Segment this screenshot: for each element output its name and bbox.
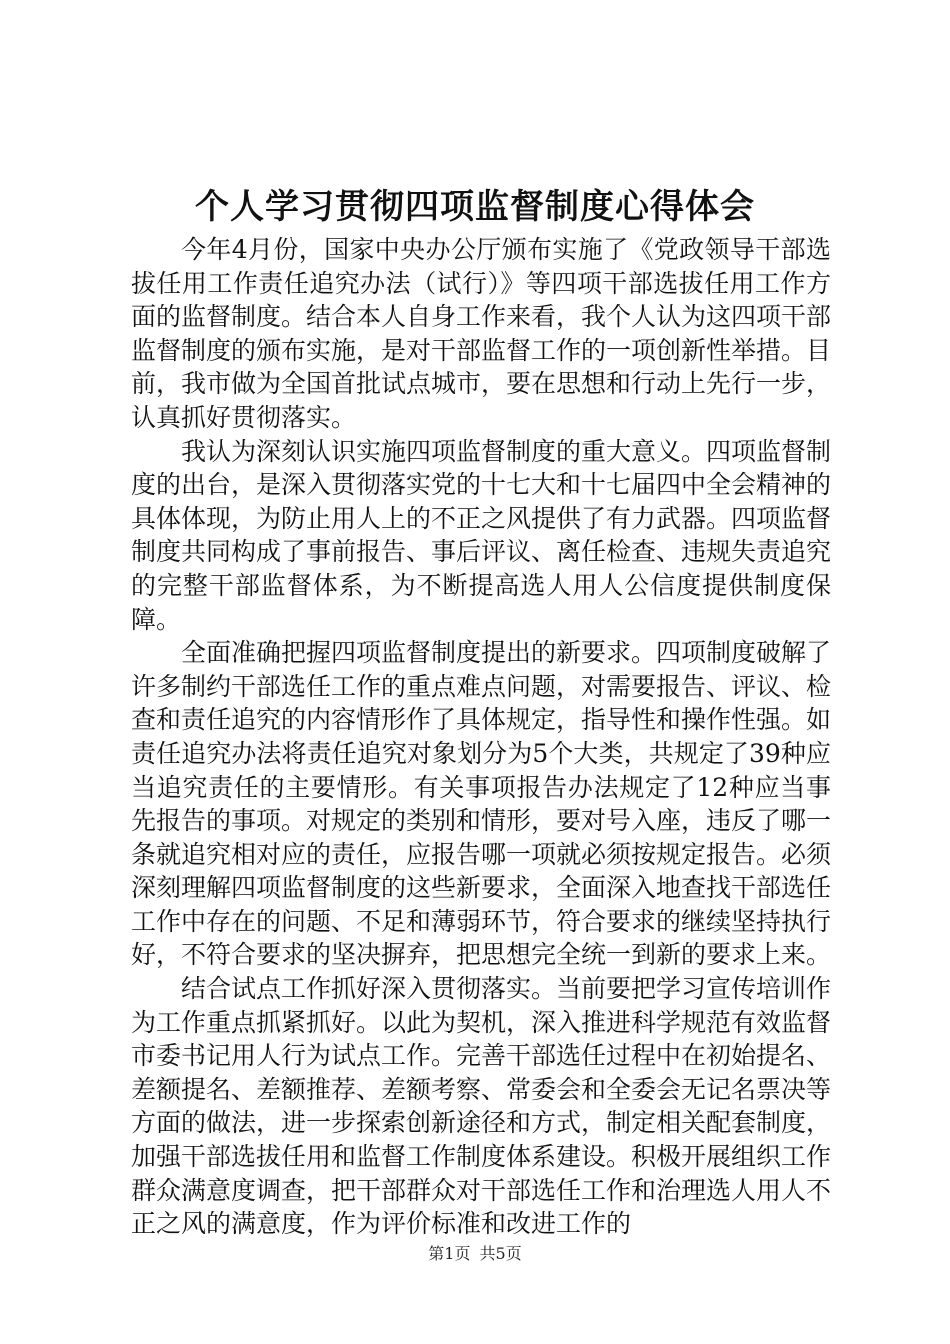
paragraph-4: 结合试点工作抓好深入贯彻落实。当前要把学习宣传培训作为工作重点抓紧抓好。以此为契机，深入推进科学规范有效监督市委书记用人行为试点工作。完善干部选任过程中在初始提名、差额提名、差额推荐、差额考察、常委会和全委会无记名票决等方面的做法，进一步探索创新途径和方式，制定相关配套制度，加强干部选拔任用和监督工作制度体系建设。积极开展组织工作群众满意度调查，把干部群众对干部选任工作和治理选人用人不正之风的满意度，作为评价标准和改进工作的 [131, 974, 832, 1239]
paragraph-2: 我认为深刻认识实施四项监督制度的重大意义。四项监督制度的出台，是深入贯彻落实党的十七大和十七届四中全会精神的具体体现，为防止用人上的不正之风提供了有力武器。四项监督制度共同构成了事前报告、事后评议、离任检查、违规失责追究的完整干部监督体系，为不断提高选人用人公信度提供制度保障。 [131, 436, 832, 634]
page-footer [0, 1243, 950, 1265]
paragraph-3: 全面准确把握四项监督制度提出的新要求。四项制度破解了许多制约干部选任工作的重点难点问题，对需要报告、评议、检查和责任追究的内容情形作了具体规定，指导性和操作性强。如责任追究办法将责任追究对象划分为5个大类，共规定了39种应当追究责任的主要情形。有关事项报告办法规定了12种应当事先报告的事项。对规定的类别和情形，要对号入座，违反了哪一条就追究相对应的责任，应报告哪一项就必须按规定报告。必须深刻理解四项监督制度的这些新要求，全面深入地查找干部选任工作中存在的问题、不足和薄弱环节，符合要求的继续坚持执行好，不符合要求的坚决摒弃，把思想完全统一到新的要求上来。 [131, 638, 832, 970]
page-total: 共5页 [479, 1244, 522, 1263]
page-number: 第1页 [428, 1244, 471, 1263]
document-title: 个人学习贯彻四项监督制度心得体会 [195, 187, 755, 227]
document-body [131, 233, 831, 1241]
paragraph-1: 今年4月份，国家中央办公厅颁布实施了《党政领导干部选拔任用工作责任追究办法（试行）》等四项干部选拔任用工作方面的监督制度。结合本人自身工作来看，我个人认为这四项干部监督制度的颁布实施，是对干部监督工作的一项创新性举措。目前，我市做为全国首批试点城市，要在思想和行动上先行一步，认真抓好贯彻落实。 [131, 235, 832, 432]
